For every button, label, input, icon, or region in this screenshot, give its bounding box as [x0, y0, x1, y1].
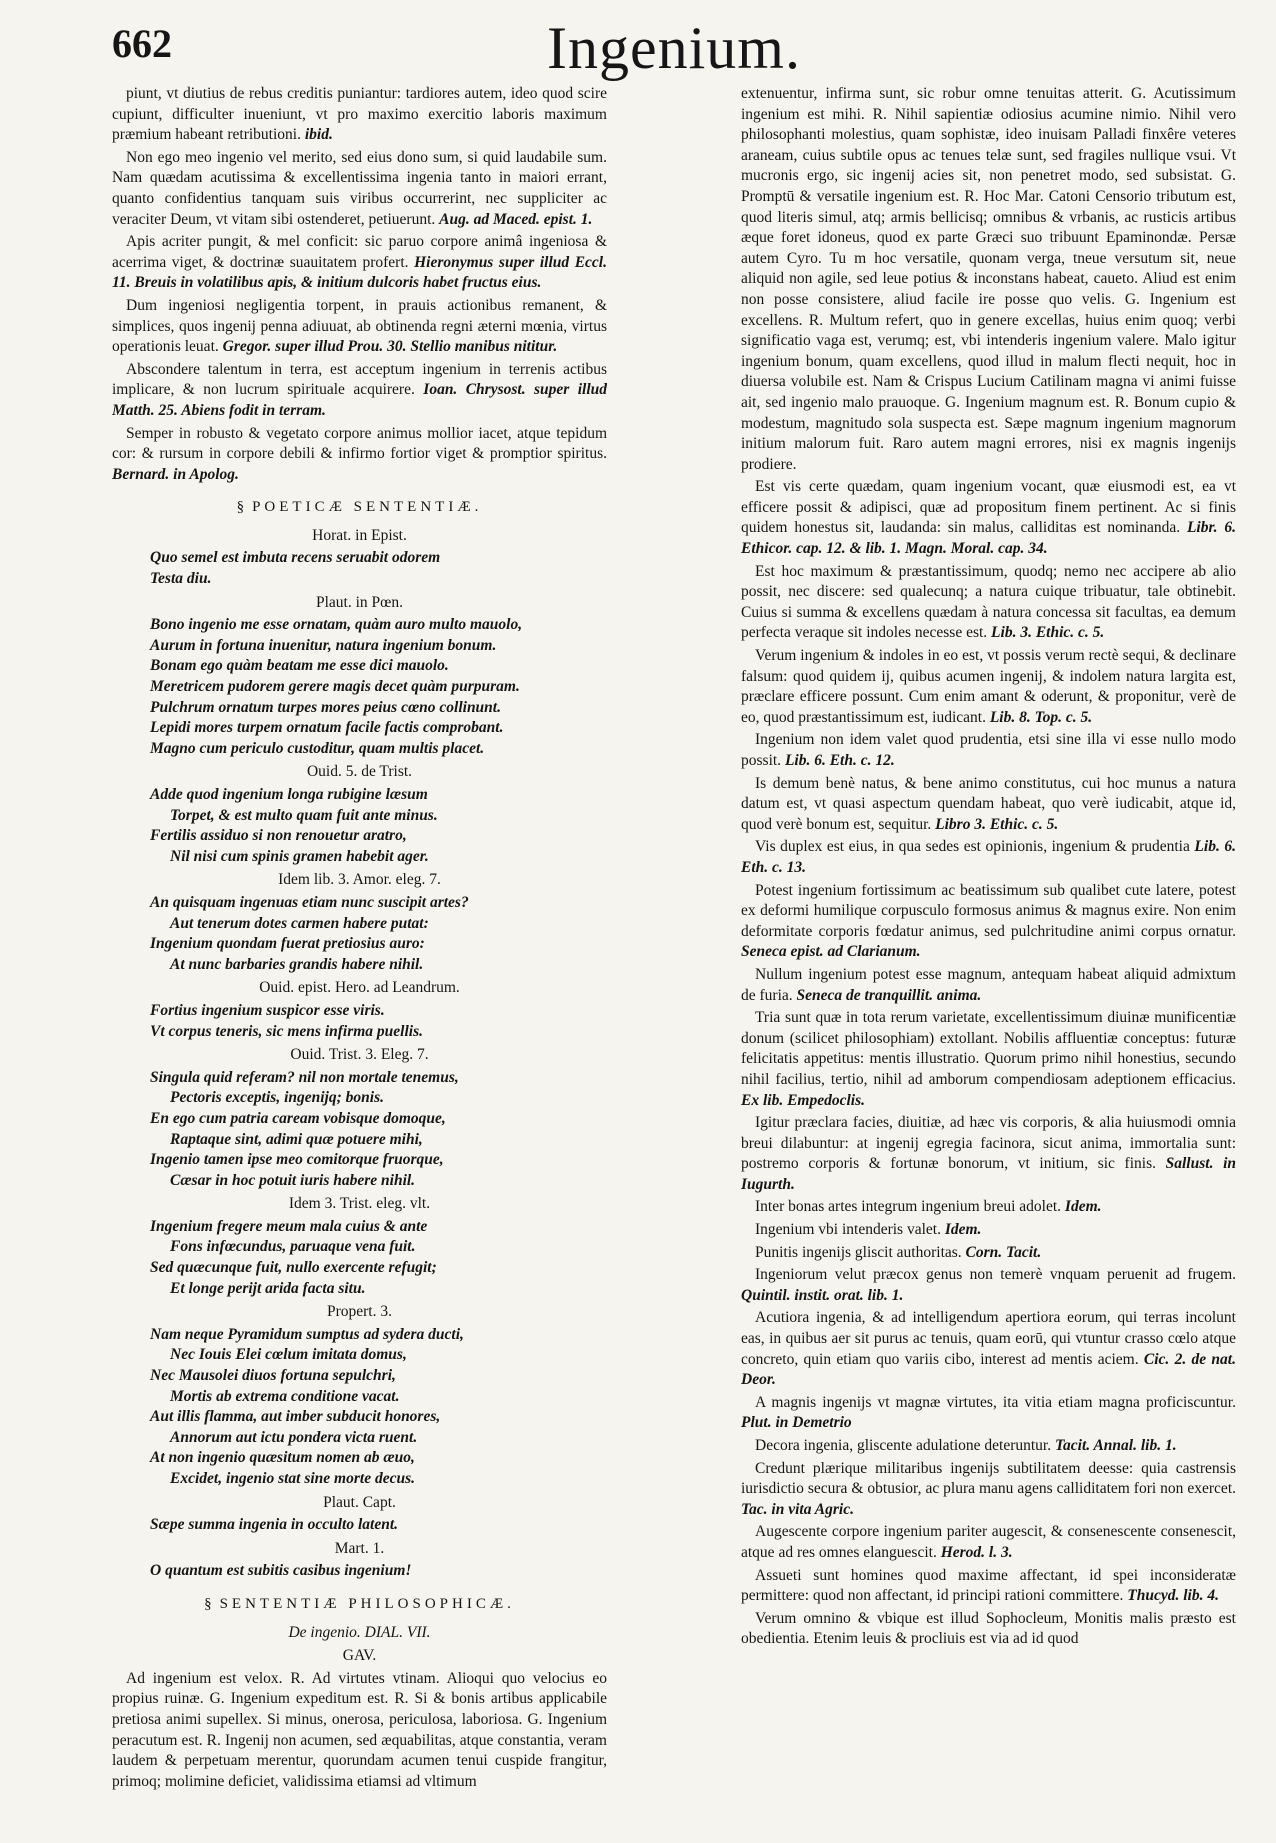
- verse-line: Nam neque Pyramidum sumptus ad sydera ducti,: [150, 1325, 464, 1343]
- section-title: SENTENTIÆ PHILOSOPHICÆ.: [219, 1595, 515, 1612]
- source-citation: Lib. 6. Eth. c. 12.: [784, 752, 895, 769]
- paragraph: [741, 837, 1236, 878]
- paragraph-text: Verum omnino & vbique est illud Sophocleum, Monitis malis præsto est obedientia. Etenim leuis & procliuis est via ad id quod: [741, 1609, 1236, 1648]
- paragraph-text: Apis acriter pungit, & mel conficit: sic paruo corpore animâ ingeniosa & acerrima viget, & doctrinæ suauitatem profert.: [112, 233, 607, 271]
- paragraph-text: Ingenium non idem valet quod prudentia, etsi sine illa vi esse nullo modo possit.: [741, 731, 1236, 769]
- section-title: POETICÆ SENTENTIÆ.: [252, 499, 483, 516]
- paragraph-text: Semper in robusto & vegetato corpore animus mollior iacet, atque tepidum cor: & rursum in corpore debili & infirmo fortior viget & promptior spiritus.: [112, 424, 607, 463]
- paragraph: [741, 1008, 1236, 1111]
- paragraph: [112, 148, 607, 230]
- paragraph: [741, 1220, 1236, 1241]
- paragraph-text: Tria sunt quæ in tota rerum varietate, excellentissimum diuinæ munificentiæ donum (scilicet philosophiam) extollant. Nobilis affluentiæ conceptus: futuræ felicitatis appetitus: mentis illustratio. Quorum primo nihil honestius, secundo nihil facilius, tertio, nihil ad amborum compendiosam adeptionem efficacius.: [741, 1009, 1236, 1088]
- paragraph: [741, 1243, 1236, 1264]
- paragraph: [741, 1265, 1236, 1306]
- source-citation: Libro 3. Ethic. c. 5.: [935, 815, 1059, 833]
- paragraph-text: Augescente corpore ingenium pariter augescit, & consenescente consenescit, atque ad res omnes elanguescit.: [741, 1523, 1236, 1561]
- poem-author: Ouid. epist. Hero. ad Leandrum.: [259, 979, 460, 997]
- poem-author: Ouid. Trist. 3. Eleg. 7.: [290, 1046, 429, 1064]
- dialogue-title: De ingenio. DIAL. VII.: [288, 1623, 431, 1641]
- paragraph-text: Non ego meo ingenio vel merito, sed eius dono sum, si quid laudabile sum. Nam quædam acutissima & excellentissima ingenia tanto in maiori errant, quanto confidentius tanquam suis viribus occurrerint, nec suppliciter ac veraciter Deum, vt vitam sibi ostenderet, petiuerunt.: [112, 148, 607, 228]
- paragraph: [741, 881, 1236, 963]
- verse-line: Pulchrum ornatum turpes mores peius cœno collinunt.: [150, 698, 501, 716]
- source-citation: Cic. 2. de nat. Deor.: [741, 1350, 1236, 1389]
- paragraph: [741, 646, 1236, 728]
- source-citation: Gregor. super illud Prou. 30. Stellio manibus nititur.: [222, 338, 558, 356]
- source-citation: Thucyd. lib. 4.: [1127, 1587, 1219, 1605]
- source-citation: Idem.: [944, 1221, 982, 1239]
- paragraph: [741, 1566, 1236, 1607]
- poem-author: Plaut. in Pœn.: [316, 593, 403, 611]
- paragraph: [741, 1393, 1236, 1434]
- verse-line: Aurum in fortuna inuenitur, natura ingenium bonum.: [150, 636, 497, 654]
- paragraph: [112, 84, 607, 146]
- source-citation: Aug. ad Maced. epist. 1.: [439, 210, 593, 228]
- paragraph: [741, 1609, 1236, 1650]
- paragraph: [741, 1459, 1236, 1521]
- paragraph-text: piunt, vt diutius de rebus creditis puniantur: tardiores autem, ideo quod scire cupiunt, difficulter inueniunt, vt pro maximo exercitio laboris maximum præmium habeant retributioni.: [112, 85, 607, 144]
- paragraph: [741, 1436, 1236, 1457]
- paragraph: [112, 296, 607, 358]
- paragraph-text: Ingenium vbi intenderis valet.: [755, 1221, 941, 1239]
- source-citation: Seneca de tranquillit. anima.: [796, 986, 982, 1004]
- page-header: [112, 15, 1236, 81]
- verse-line: At non ingenio quæsitum nomen ab æuo,: [150, 1449, 415, 1467]
- paragraph-text: Est vis certe quædam, quam ingenium vocant, quæ eiusmodi est, ea vt efficere possit & adipisci, quæ ad propositum finem pertinent. Ac si finis quidem honestus sit, laudanda: sin malus, calliditas est nominanda.: [741, 478, 1236, 537]
- verse-line: Nil nisi cum spinis gramen habebit ager.: [170, 847, 429, 865]
- paragraph-text: Ingeniorum velut præcox genus non temerè vnquam peruenit ad frugem.: [755, 1266, 1236, 1284]
- paragraph-text: Abscondere talentum in terra, est acceptum ingenium in terrenis actibus implicare, & non lucrum spirituale acquirere.: [112, 360, 607, 399]
- verse-line: Vt corpus teneris, sic mens infirma puellis.: [150, 1022, 424, 1040]
- page-number: 662: [112, 21, 172, 66]
- verse-line: Excidet, ingenio stat sine morte decus.: [170, 1470, 415, 1487]
- poem-author: Mart. 1.: [334, 1539, 385, 1557]
- verse-line: Nec Iouis Elei cœlum imitata domus,: [170, 1346, 407, 1364]
- paragraph-text: Credunt plærique militaribus ingenijs subtilitatem deesse: quia castrensis iurisdictio secura & obtusior, ac plura manu agens calliditatem fori non exercet.: [741, 1459, 1236, 1498]
- paragraph: [741, 1522, 1236, 1563]
- running-title: Ingenium.: [547, 15, 801, 81]
- verse-line: Quo semel est imbuta recens seruabit odorem: [150, 549, 441, 567]
- verse-line: Annorum aut ictu pondera victa ruent.: [170, 1428, 418, 1446]
- source-citation: Lib. 3. Ethic. c. 5.: [991, 624, 1105, 642]
- left-column: [112, 84, 607, 1794]
- paragraph: [741, 84, 1236, 475]
- verse-line: Lepidi mores turpem ornatum facile factis comprobant.: [150, 719, 504, 737]
- pilcrow-mark: §: [236, 499, 245, 516]
- source-citation: Herod. l. 3.: [940, 1543, 1013, 1561]
- source-citation: Sallust. in Iugurth.: [741, 1155, 1236, 1193]
- verse-line: Cæsar in hoc potuit iuris habere nihil.: [170, 1171, 416, 1189]
- verse-line: Bonam ego quàm beatam me esse dici mauolo.: [150, 657, 449, 675]
- verse-line: An quisquam ingenuas etiam nunc suscipit artes?: [150, 893, 469, 911]
- source-citation: Hieronymus super illud Eccl. 11. Breuis in volatilibus apis, & initium dulcoris habet fructus eius.: [112, 253, 607, 292]
- verse-line: Nec Mausolei diuos fortuna sepulchri,: [150, 1367, 396, 1385]
- verse-line: Mortis ab extrema conditione vacat.: [170, 1387, 400, 1405]
- verse-line: En ego cum patria caream vobisque domoque,: [150, 1109, 446, 1127]
- source-citation: Plut. in Demetrio: [741, 1414, 852, 1432]
- source-citation: Tacit. Annal. lib. 1.: [1054, 1437, 1177, 1454]
- paragraph-text: Punitis ingenijs gliscit authoritas.: [755, 1243, 962, 1261]
- verse-line: Ingenium quondam fuerat pretiosius auro:: [150, 935, 425, 953]
- paragraph-text: A magnis ingenijs vt magnæ virtutes, ita vitia etiam magna proficiscuntur.: [755, 1393, 1236, 1411]
- verse-line: Singula quid referam? nil non mortale tenemus,: [150, 1068, 459, 1086]
- source-citation: Libr. 6. Ethicor. cap. 12. & lib. 1. Magn. Moral. cap. 34.: [741, 519, 1236, 558]
- verse-line: Ingenium fregere meum mala cuius & ante: [150, 1217, 428, 1235]
- paragraph: [741, 730, 1236, 771]
- paragraph: [741, 774, 1236, 836]
- paragraph: [112, 232, 607, 294]
- verse-line: Fortius ingenium suspicor esse viris.: [150, 1001, 385, 1019]
- verse-line: Adde quod ingenium longa rubigine læsum: [150, 786, 428, 803]
- right-column: [741, 84, 1236, 1794]
- paragraph-text: Acutiora ingenia, & ad intelligendum apertiora eorum, qui terras incolunt eas, in quibus aer sit purus ac tenuis, quam eorū, qui vtuntur crasso cœlo atque concreto, quin etiam quo variis cibo, interest ad mentis aciem.: [741, 1309, 1236, 1368]
- poem-author: Idem 3. Trist. eleg. vlt.: [288, 1195, 431, 1213]
- pilcrow-mark: §: [204, 1595, 212, 1612]
- paragraph-text: Dum ingeniosi negligentia torpent, in prauis actionibus remanent, & simplices, quos ingenij penna adiuuat, ab obtinenda regni æterni mœnia, virtus operationis leuat.: [112, 296, 607, 356]
- source-citation: Quintil. instit. orat. lib. 1.: [741, 1286, 904, 1304]
- verse-line: Fertilis assiduo si non renouetur aratro,: [150, 827, 407, 845]
- verse-line: Meretricem pudorem gerere magis decet quàm purpuram.: [150, 678, 520, 696]
- source-citation: Tac. in vita Agric.: [741, 1500, 854, 1518]
- verse-line: Raptaque sint, adimi quæ potuere mihi,: [170, 1130, 423, 1148]
- verse-line: Et longe perijt arida facta situ.: [170, 1279, 366, 1297]
- section-heading: [112, 1594, 607, 1615]
- source-citation: Corn. Tacit.: [965, 1243, 1042, 1261]
- verse-line: Torpet, & est multo quam fuit ante minus.: [170, 806, 438, 824]
- source-citation: Lib. 8. Top. c. 5.: [989, 708, 1093, 726]
- verse-line: O quantum est subitis casibus ingenium!: [150, 1562, 412, 1580]
- poem-author: Plaut. Capt.: [323, 1493, 396, 1511]
- verse-line: Magno cum periculo custoditur, quam multis placet.: [150, 739, 485, 757]
- source-citation: Ioan. Chrysost. super illud Matth. 25. Abiens fodit in terram.: [112, 381, 607, 419]
- paragraph: [741, 562, 1236, 644]
- paragraph: [741, 965, 1236, 1006]
- paragraph-text: Assueti sunt homines quod maxime affectant, id spei inconsideratæ permittere: quod non affectant, id principi rationi committere.: [741, 1566, 1236, 1605]
- paragraph: [741, 1308, 1236, 1390]
- paragraph-text: extenuentur, infirma sunt, sic robur omne tenuitas atterit. G. Acutissimum ingenium est mihi. R. Nihil sapientiæ odiosius acumine nimio. Nihil vero philosophanti molestius, quam sophistæ, ideo inuisam Palladi finxêre veteres araneam, cuius subtile opus ac tenues telæ sunt, sed fragiles nullique vsui. Vt mucronis ergo, sic ingenij acies sit, non penetret modo, sed subsistat. G. Promptū & versatile ingenium est. R. Hoc Mar. Catoni Censorio tributum est, quod literis simul, atq; armis bellicisq; omnibus & vrbanis, ac rusticis artibus æque foret idoneus, quod ex parte Græci suo tribuunt Epaminondæ. Persæ autem Cyro. Tu m hoc versatile, quonam verga, tneue versutum sit, neue aliquid non agile, sed leue potius & inconstans habeat, caueto. Aliud est enim non posse consistere, aliud facile ire posse quo velis. G. Ingenium est excellens. R. Multum refert, quo in genere excellas, huius enim quoq; verbi significatio vaga est, verumq; est, vbi intenderis ingenium valere. Malo igitur ingenium bonum, quam excellens, quod illud in malum flecti nequit, hoc in diuersa volubile est. Nam & Crispus Lucium Catilinam magna vi animi fuisse ait, sed ingenio malo prauoque. G. Ingenium magnum est. R. Bonum cupio & modestum, magnitudo sola suspecta est. Sæpe magnum ingenium magnorum initium malorum fuit. Raro autem magni errores, nisi ex magnis ingenijs prodiere.: [741, 85, 1236, 473]
- verse-line: Bono ingenio me esse ornatam, quàm auro multo mauolo,: [150, 616, 523, 634]
- source-citation: Lib. 6. Eth. c. 13.: [741, 838, 1236, 876]
- paragraph-text: Verum ingenium & indoles in eo est, vt possis verum rectè sequi, & declinare falsum: quod quidem ij, quibus acumen ingenij, & indolem natura largita est, præclare efficere possunt. Cum enim amant & oderunt, & proponitur, verè de eo, quod præstantissimum est, iudicant.: [741, 647, 1236, 726]
- source-citation: Ex lib. Empedoclis.: [741, 1091, 865, 1109]
- poem-author: Horat. in Epist.: [312, 526, 407, 544]
- verse-line: Testa diu.: [150, 570, 212, 588]
- paragraph: [112, 360, 607, 422]
- paragraph: [741, 477, 1236, 559]
- verse-line: Sæpe summa ingenia in occulto latent.: [150, 1516, 399, 1534]
- verse-line: Ingenio tamen ipse meo comitorque fruorque,: [150, 1151, 444, 1169]
- paragraph-text: Is demum benè natus, & bene animo constitutus, cui hoc munus a natura datum est, vt quasi aspectum quendam habeat, quo verè iudicabit, atque id, quod verè bonum est, sequitur.: [741, 774, 1236, 833]
- verse-line: Aut tenerum dotes carmen habere putat:: [170, 914, 429, 932]
- two-columns: [112, 84, 1236, 1794]
- verse-line: Pectoris exceptis, ingenijq; bonis.: [170, 1089, 384, 1107]
- poem-author: Propert. 3.: [326, 1303, 392, 1321]
- dialogue-text: Ad ingenium est velox. R. Ad virtutes vtinam. Alioqui quo velocius eo propius ruinæ. G. Ingenium expeditum est. R. Si & bonis artibus applicabile pretiosa animi supellex. Si minus, onerosa, periculosa, laboriosa. G. Ingenium peracutum est. R. Ingenij non acumen, sed æquabilitas, atque constantia, veram laudem & perpetuam merentur, quorundam acumen tenui cuspide frangitur, primoq; molimine deficiet, validissima etiamsi ad vltimum: [112, 1669, 607, 1790]
- section-heading: [112, 497, 607, 518]
- poem-author: Idem lib. 3. Amor. eleg. 7.: [278, 871, 441, 889]
- source-citation: Bernard. in Apolog.: [112, 465, 239, 483]
- source-citation: ibid.: [304, 126, 333, 144]
- paragraph-text: Decora ingenia, gliscente adulatione deteruntur.: [755, 1437, 1052, 1454]
- verse-line: Fons infœcundus, paruaque vena fuit.: [170, 1238, 416, 1256]
- paragraph: [741, 1197, 1236, 1218]
- paragraph-text: Inter bonas artes integrum ingenium breui adolet.: [755, 1198, 1062, 1216]
- verse-line: At nunc barbaries grandis habere nihil.: [170, 955, 424, 973]
- poem-author: Ouid. 5. de Trist.: [306, 763, 413, 781]
- paragraph: [112, 424, 607, 486]
- paragraph-text: Potest ingenium fortissimum ac beatissimum sub qualibet cute latere, potest ex deformi humilique corpusculo formosus animus & magnus exire. Non enim deformitate corporis fœdatur animus, sed pulchritudine animi corpus ornatur.: [741, 881, 1236, 940]
- paragraph-text: Est hoc maximum & præstantissimum, quodq; nemo nec accipere ab alio possit, nec discere: sed qualecunq; a natura cuique tribuatur, tale obtinebit. Cuius si summa & excellens quædam à natura concessa sit facultas, ea demum perfecta veraque sit indoles necesse est.: [741, 562, 1236, 642]
- verse-line: Sed quæcunque fuit, nullo exercente refugit;: [150, 1259, 437, 1277]
- source-citation: Idem.: [1064, 1198, 1102, 1216]
- paragraph-text: Igitur præclara facies, diuitiæ, ad hæc vis corporis, & alia huiusmodi omnia breui dilabuntur: at ingenij egregia facinora, sicut anima, immortalia sunt: postremo corporis & fortunæ bonorum, vt initium, sic finis.: [741, 1114, 1236, 1173]
- verse-line: Aut illis flamma, aut imber subducit honores,: [150, 1408, 441, 1426]
- source-citation: Seneca epist. ad Clarianum.: [741, 943, 921, 961]
- paragraph-text: Vis duplex est eius, in qua sedes est opinionis, ingenium & prudentia: [755, 838, 1190, 856]
- paragraph-text: Nullum ingenium potest esse magnum, antequam habeat aliquid admixtum de furia.: [741, 965, 1236, 1004]
- paragraph: [741, 1113, 1236, 1195]
- speaker-label: GAV.: [342, 1647, 377, 1665]
